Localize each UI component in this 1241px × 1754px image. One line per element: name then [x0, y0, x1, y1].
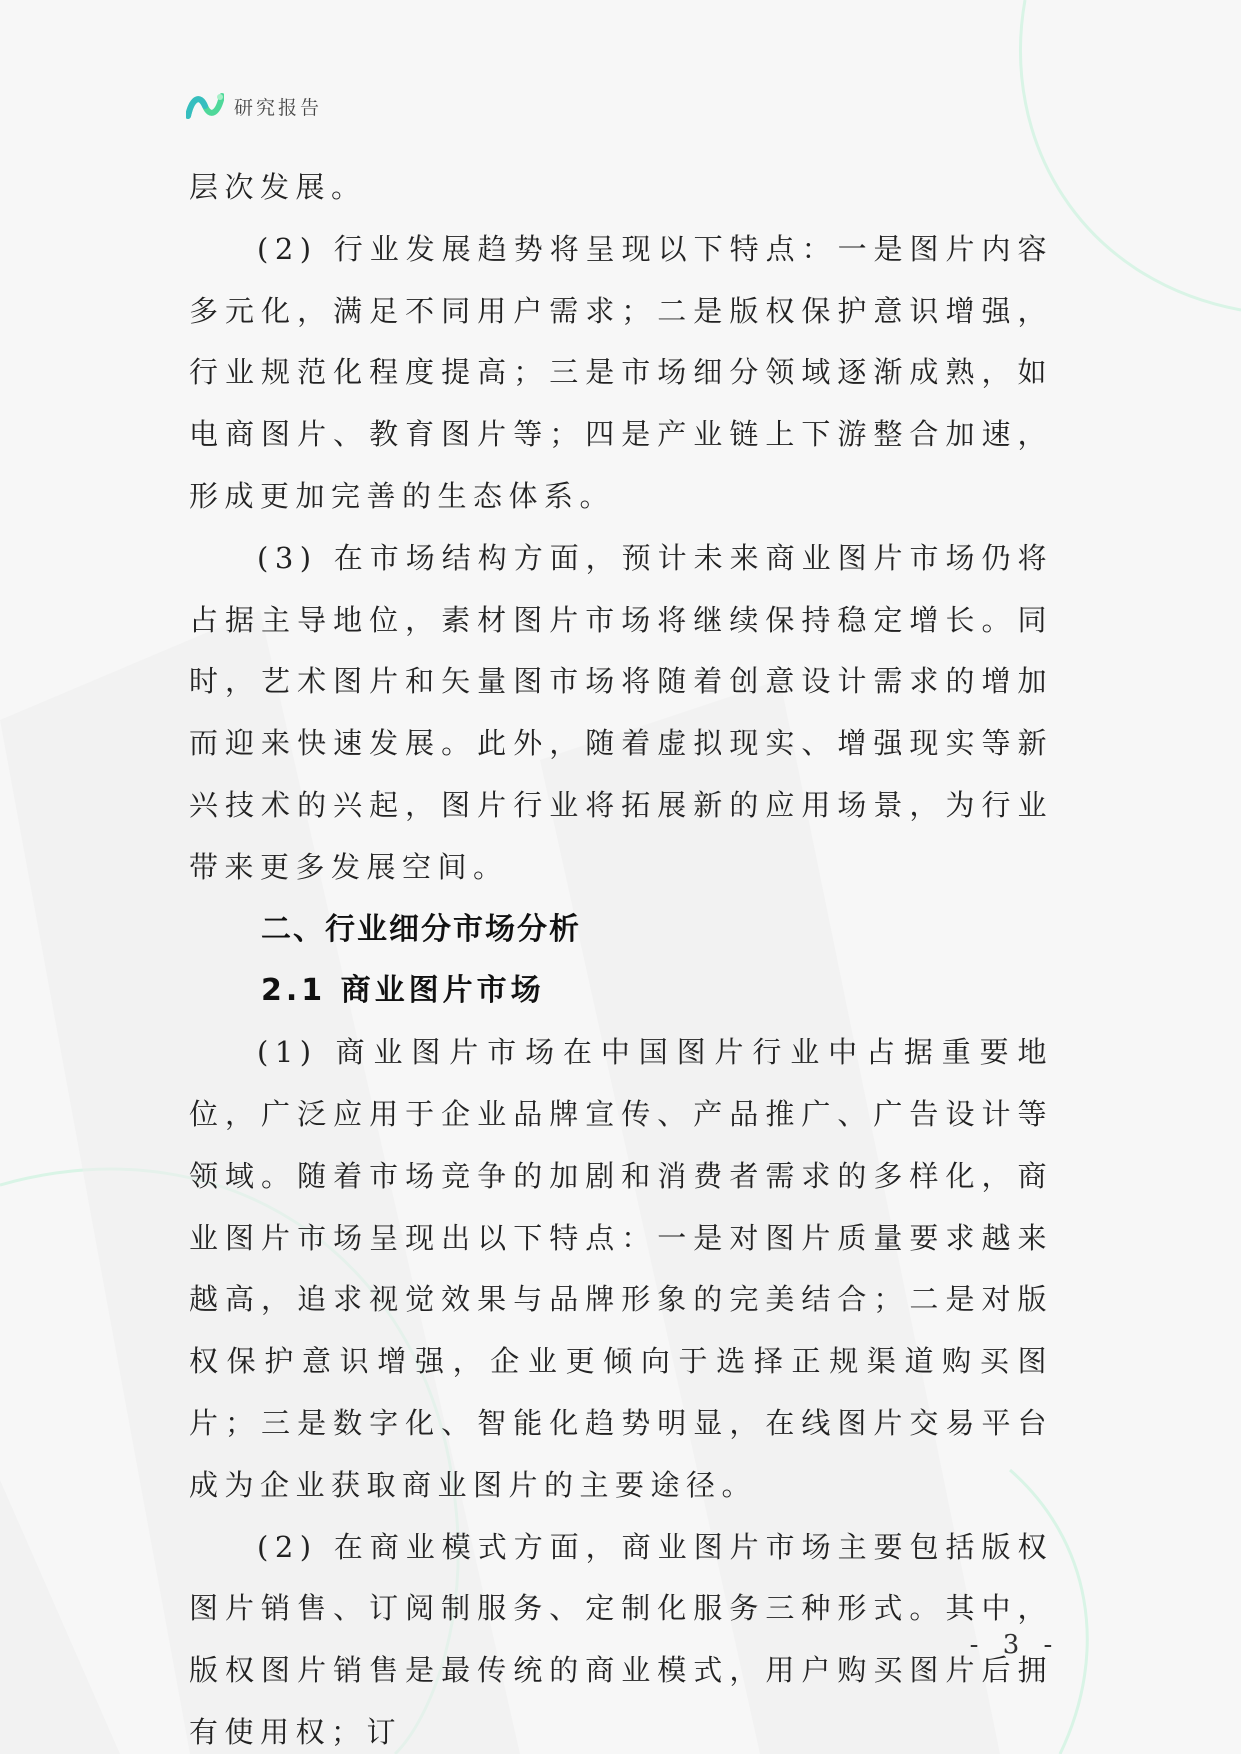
- report-header: [186, 86, 322, 126]
- decor-corner-shape: [0, 1480, 120, 1754]
- paragraph-commercial-market: (1) 商业图片市场在中国图片行业中占据重要地位，广泛应用于企业品牌宣传、产品推广、广告设计等领域。随着市场竞争的加剧和消费者需求的多样化，商业图片市场呈现出以下特点：一是对图片质量要求越来越高，追求视觉效果与品牌形象的完美结合；二是对版权保护意识增强，企业更倾向于选择正规渠道购买图片；三是数字化、智能化趋势明显，在线图片交易平台成为企业获取商业图片的主要途径。: [189, 1035, 1053, 1502]
- paragraph-business-model: (2) 在商业模式方面，商业图片市场主要包括版权图片销售、订阅制服务、定制化服务三种形式。其中，版权图片销售是最传统的商业模式，用户购买图片后拥有使用权；订: [189, 1529, 1053, 1749]
- header-title: 研究报告: [234, 96, 323, 119]
- paragraph-continuation: 层次发展。: [189, 170, 367, 204]
- report-body: [189, 157, 1053, 1754]
- section-heading: 二、行业细分市场分析: [261, 911, 581, 947]
- decor-arc-top-right: [1020, 0, 1241, 310]
- page-number: - 3 -: [969, 1630, 1061, 1660]
- paragraph-market-structure: (3) 在市场结构方面，预计未来商业图片市场仍将占据主导地位，素材图片市场将继续保持稳定增长。同时，艺术图片和矢量图市场将随着创意设计需求的增加而迎来快速发展。此外，随着虚拟现实、增强现实等新兴技术的兴起，图片行业将拓展新的应用场景，为行业带来更多发展空间。: [189, 540, 1053, 884]
- brand-logo-icon: [186, 90, 224, 122]
- paragraph-trends: (2) 行业发展趋势将呈现以下特点：一是图片内容多元化，满足不同用户需求；二是版权保护意识增强，行业规范化程度提高；三是市场细分领域逐渐成熟，如电商图片、教育图片等；四是产业链上下游整合加速，形成更加完善的生态体系。: [189, 231, 1053, 513]
- subsection-heading: 2.1 商业图片市场: [261, 973, 545, 1009]
